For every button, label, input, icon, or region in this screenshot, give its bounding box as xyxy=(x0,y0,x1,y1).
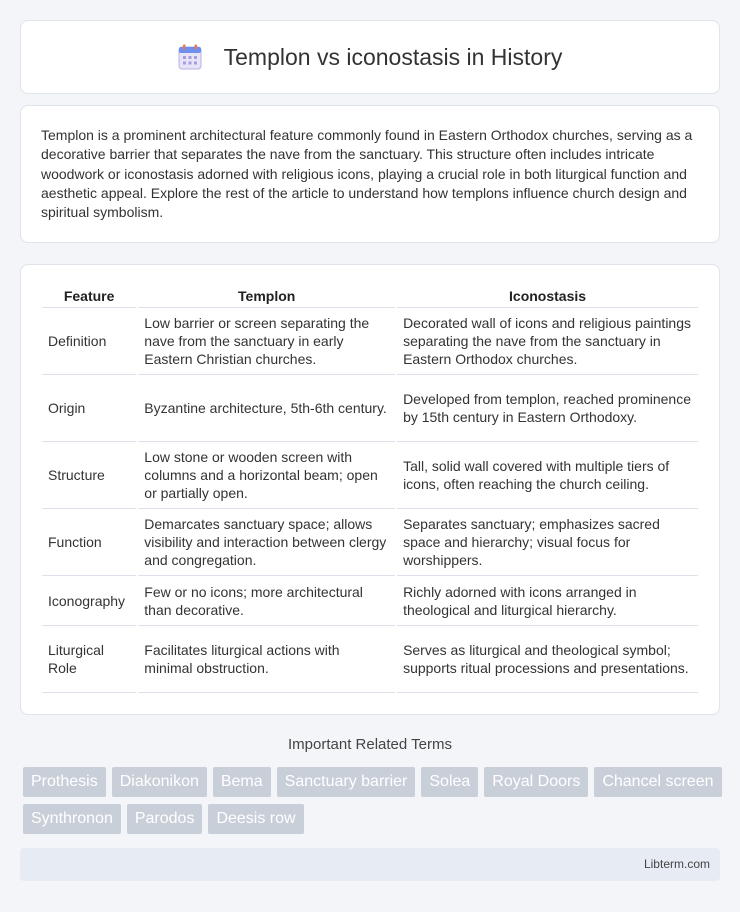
related-term-tag[interactable]: Deesis row xyxy=(208,804,303,834)
table-row xyxy=(42,308,698,375)
header-templon: Templon xyxy=(138,286,395,308)
feature-cell: Function xyxy=(42,509,136,576)
feature-cell: Iconography xyxy=(42,576,136,626)
table-row xyxy=(42,509,698,576)
title-card xyxy=(20,20,720,94)
iconostasis-cell: Separates sanctuary; emphasizes sacred space and hierarchy; visual focus for worshippers. xyxy=(397,509,698,576)
related-term-tag[interactable]: Prothesis xyxy=(23,767,106,797)
feature-cell: Structure xyxy=(42,442,136,509)
related-term-tag[interactable]: Royal Doors xyxy=(484,767,588,797)
table-row xyxy=(42,626,698,693)
comparison-table xyxy=(42,286,698,693)
header-feature: Feature xyxy=(42,286,136,308)
comparison-card xyxy=(20,264,720,715)
iconostasis-cell: Serves as liturgical and theological symbol; supports ritual processions and presentations. xyxy=(397,626,698,693)
iconostasis-cell: Richly adorned with icons arranged in theological and liturgical hierarchy. xyxy=(397,576,698,626)
header-iconostasis: Iconostasis xyxy=(397,286,698,308)
related-term-tag[interactable]: Solea xyxy=(421,767,478,797)
related-term-tag[interactable]: Diakonikon xyxy=(112,767,207,797)
templon-cell: Few or no icons; more architectural than decorative. xyxy=(138,576,395,626)
templon-cell: Low barrier or screen separating the nave from the sanctuary in early Eastern Christian churches. xyxy=(138,308,395,375)
intro-card xyxy=(20,105,720,243)
feature-cell: Origin xyxy=(42,375,136,442)
related-term-tag[interactable]: Parodos xyxy=(127,804,203,834)
table-row xyxy=(42,375,698,442)
calendar-icon xyxy=(178,44,202,70)
templon-cell: Byzantine architecture, 5th-6th century. xyxy=(138,375,395,442)
intro-text: Templon is a prominent architectural feature commonly found in Eastern Orthodox churches, serving as a decorative barrier that separates the nave from the sanctuary. This structure often includes intricate woodwork or iconostasis adorned with religious icons, playing a crucial role in both liturgical function and aesthetic appeal. Explore the rest of the article to understand how templons influence church design and spiritual symbolism. xyxy=(41,127,693,221)
templon-cell: Low stone or wooden screen with columns and a horizontal beam; open or partially open. xyxy=(138,442,395,509)
templon-cell: Facilitates liturgical actions with minimal obstruction. xyxy=(138,626,395,693)
page-title: Templon vs iconostasis in History xyxy=(223,43,563,70)
templon-cell: Demarcates sanctuary space; allows visibility and interaction between clergy and congregation. xyxy=(138,509,395,576)
related-term-tag[interactable]: Sanctuary barrier xyxy=(277,767,416,797)
footer xyxy=(20,848,720,881)
related-term-tag[interactable]: Synthronon xyxy=(23,804,121,834)
table-row xyxy=(42,576,698,626)
iconostasis-cell: Developed from templon, reached prominence by 15th century in Eastern Orthodoxy. xyxy=(397,375,698,442)
table-header-row xyxy=(42,286,698,308)
related-term-tag[interactable]: Chancel screen xyxy=(594,767,721,797)
feature-cell: Liturgical Role xyxy=(42,626,136,693)
related-terms-list xyxy=(23,767,723,834)
footer-site-link[interactable]: Libterm.com xyxy=(643,857,710,871)
table-row xyxy=(42,442,698,509)
related-term-tag[interactable]: Bema xyxy=(213,767,271,797)
feature-cell: Definition xyxy=(42,308,136,375)
iconostasis-cell: Decorated wall of icons and religious paintings separating the nave from the sanctuary in Eastern Orthodox churches. xyxy=(397,308,698,375)
iconostasis-cell: Tall, solid wall covered with multiple tiers of icons, often reaching the church ceiling. xyxy=(397,442,698,509)
related-terms-heading: Important Related Terms xyxy=(288,736,452,753)
